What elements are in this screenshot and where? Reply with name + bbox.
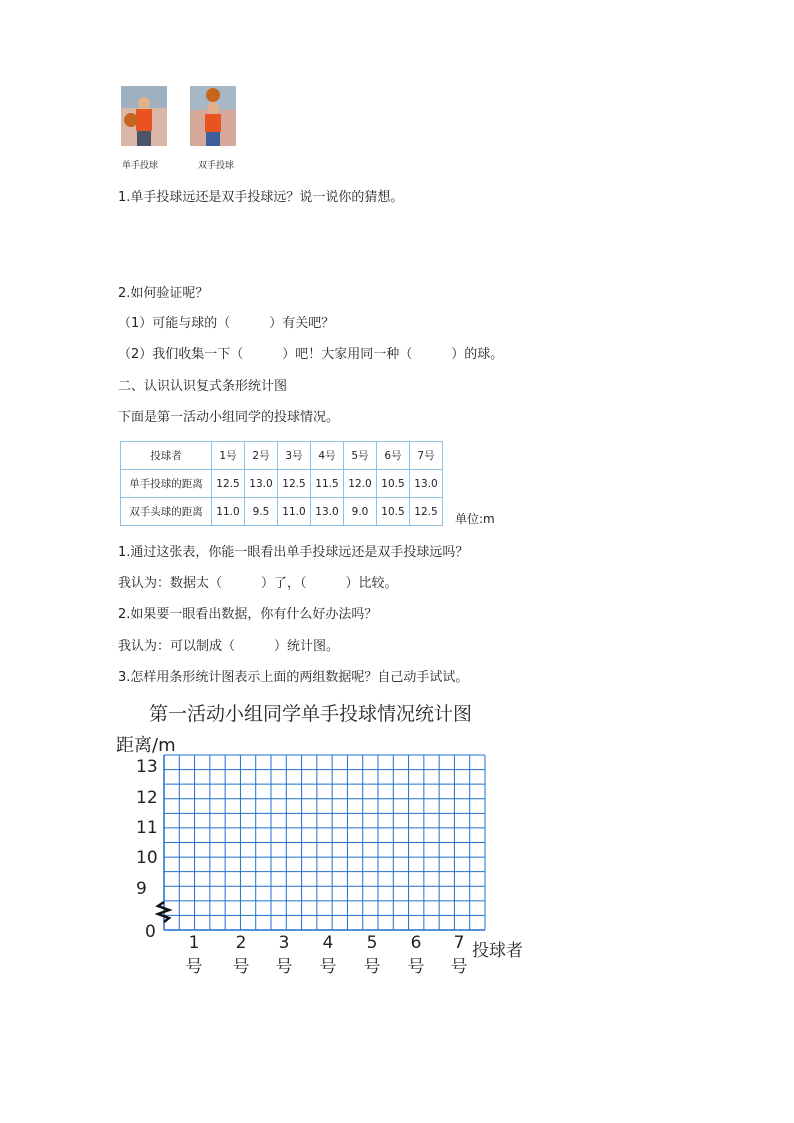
x-tick-unit: 号: [450, 957, 468, 977]
y-tick-label: 13: [136, 757, 158, 777]
y-tick-label: 0: [145, 922, 156, 942]
table-cell: 9.0: [344, 498, 377, 526]
table-cell: 11.5: [311, 470, 344, 498]
table-cell: 4号: [311, 442, 344, 470]
table-cell: 12.5: [212, 470, 245, 498]
question-2: 2.如何验证呢？: [118, 286, 209, 301]
table-cell: 12.5: [278, 470, 311, 498]
x-tick-number: 2: [235, 933, 247, 953]
question-1: 1.单手投球远还是双手投球远？说一说你的猜想。: [118, 190, 404, 205]
photo-two-hand-throw: [190, 86, 236, 146]
table-cell: 9.5: [245, 498, 278, 526]
x-tick-unit: 号: [319, 957, 337, 977]
chart-title: 第一活动小组同学单手投球情况统计图: [149, 703, 473, 725]
table-cell: 3号: [278, 442, 311, 470]
photo-caption-double: 双手投球: [198, 161, 235, 171]
throw-distance-table: [120, 441, 443, 526]
table-cell: 13.0: [410, 470, 443, 498]
table-cell: 单手投球的距离: [121, 470, 212, 498]
question-2-a: （1）可能与球的（ ）有关吧？: [118, 316, 335, 331]
table-row: [121, 470, 443, 498]
x-tick-number: 4: [322, 933, 334, 953]
x-tick-number: 3: [278, 933, 290, 953]
table-cell: 6号: [377, 442, 410, 470]
chart-grid: [155, 750, 495, 935]
table-cell: 双手头球的距离: [121, 498, 212, 526]
x-tick-unit: 号: [185, 957, 203, 977]
intro-text: 下面是第一活动小组同学的投球情况。: [118, 410, 340, 425]
x-tick-unit: 号: [275, 957, 293, 977]
x-tick-unit: 号: [232, 957, 250, 977]
x-tick-number: 5: [366, 933, 378, 953]
x-tick-unit: 号: [407, 957, 425, 977]
table-cell: 投球者: [121, 442, 212, 470]
table-cell: 1号: [212, 442, 245, 470]
unit-label: 单位:m: [455, 512, 495, 526]
table-row: [121, 498, 443, 526]
prompt-2-answer: 我认为：可以制成（ ）统计图。: [118, 639, 340, 654]
x-axis-label: 投球者: [472, 941, 523, 961]
y-tick-label: 10: [136, 848, 158, 868]
y-tick-label: 12: [136, 788, 158, 808]
table-cell: 2号: [245, 442, 278, 470]
y-axis-label: 距离/m: [116, 735, 176, 756]
x-tick-number: 6: [410, 933, 422, 953]
prompt-3: 3.怎样用条形统计图表示上面的两组数据呢？自己动手试试。: [118, 670, 469, 685]
x-tick-unit: 号: [363, 957, 381, 977]
table-cell: 11.0: [212, 498, 245, 526]
table-cell: 7号: [410, 442, 443, 470]
photo-single-hand-throw: [121, 86, 167, 146]
table-cell: 5号: [344, 442, 377, 470]
photo-caption-single: 单手投球: [122, 161, 159, 171]
prompt-1: 1.通过这张表，你能一眼看出单手投球远还是双手投球远吗？: [118, 545, 469, 560]
table-cell: 13.0: [311, 498, 344, 526]
section-2-heading: 二、认识认识复式条形统计图: [118, 379, 288, 394]
x-tick-number: 7: [453, 933, 465, 953]
y-tick-label: 9: [136, 879, 147, 899]
prompt-1-answer: 我认为：数据太（ ）了，（ ）比较。: [118, 576, 398, 591]
prompt-2: 2.如果要一眼看出数据，你有什么好办法吗？: [118, 607, 378, 622]
x-tick-number: 1: [188, 933, 200, 953]
table-cell: 11.0: [278, 498, 311, 526]
question-2-b: （2）我们收集一下（ ）吧！大家用同一种（ ）的球。: [118, 347, 504, 362]
table-header-row: [121, 442, 443, 470]
table-cell: 12.5: [410, 498, 443, 526]
table-cell: 10.5: [377, 470, 410, 498]
table-cell: 13.0: [245, 470, 278, 498]
table-cell: 12.0: [344, 470, 377, 498]
table-cell: 10.5: [377, 498, 410, 526]
y-tick-label: 11: [136, 818, 158, 838]
